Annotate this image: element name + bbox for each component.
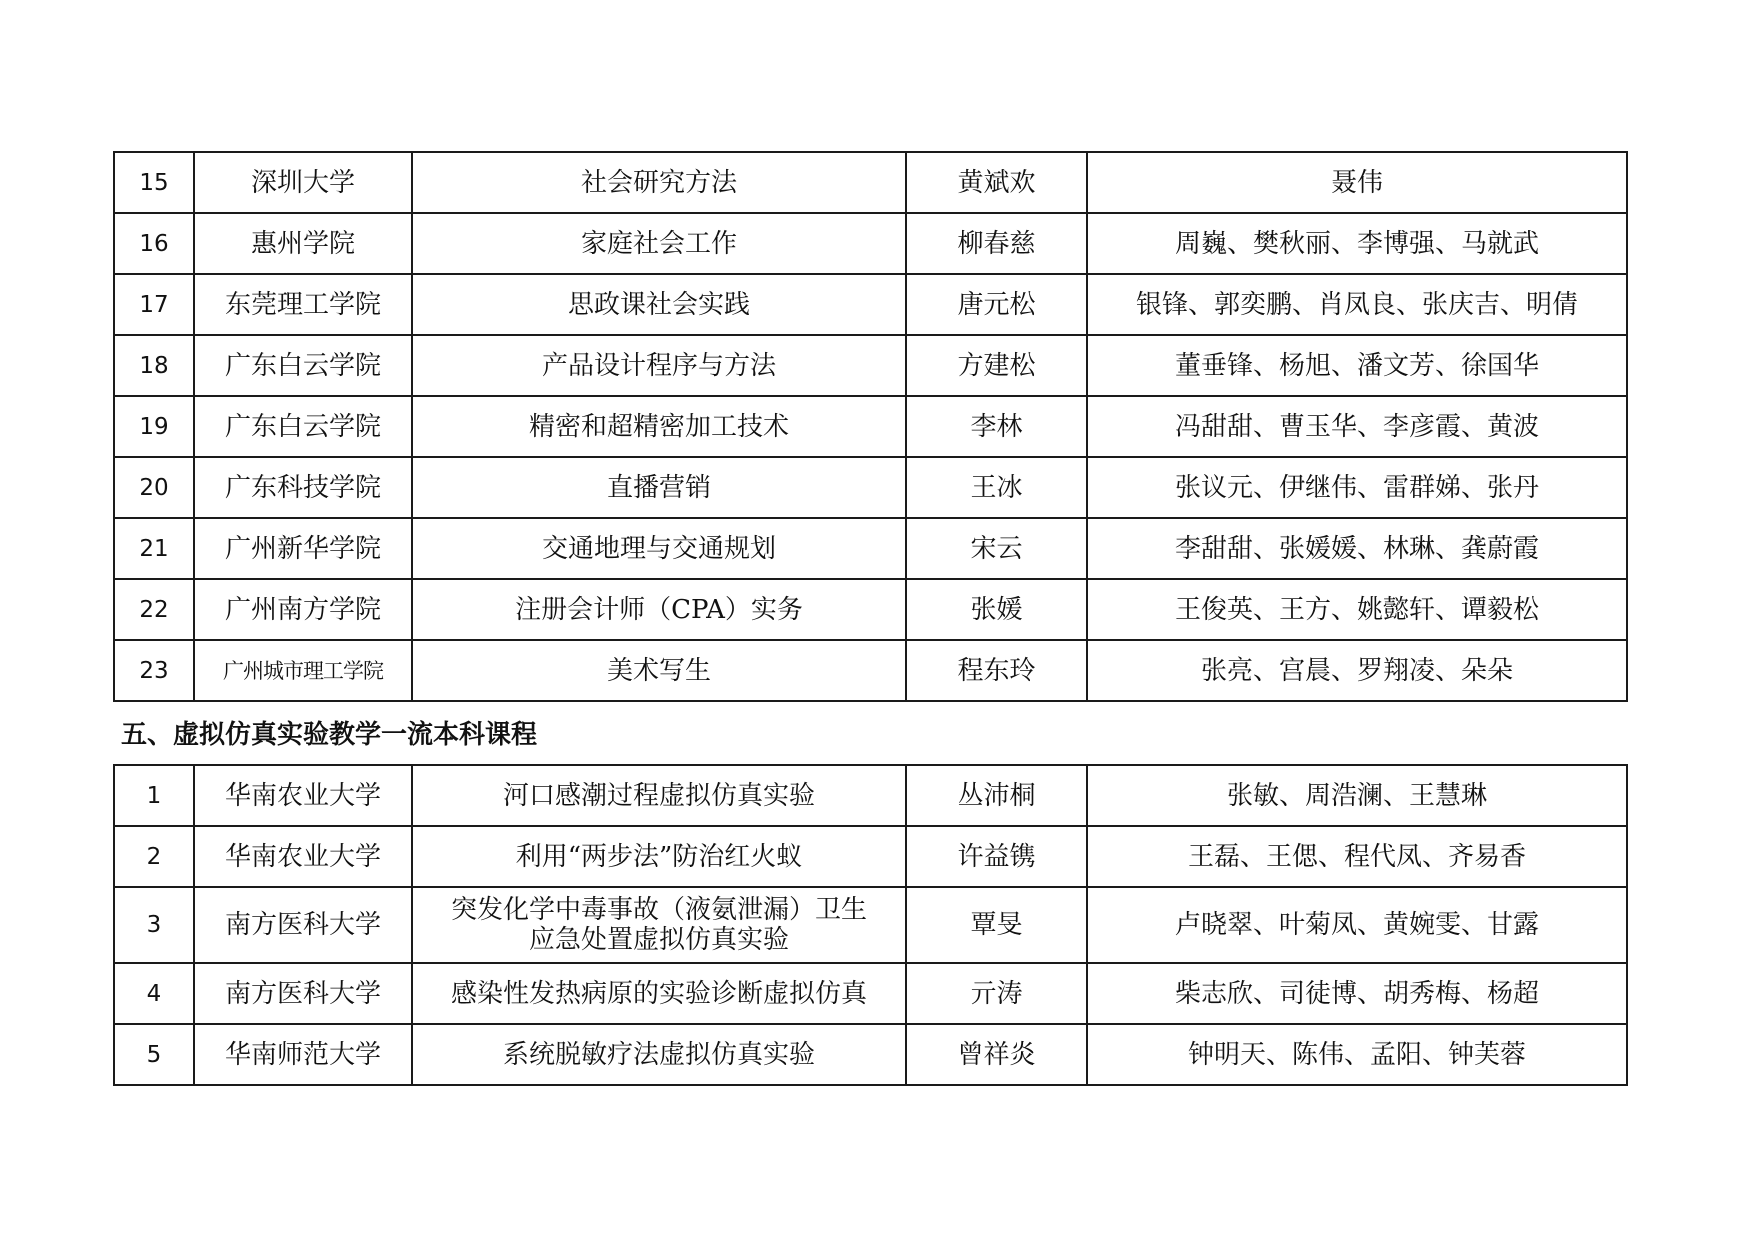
course-leader-cell: 丛沛桐 xyxy=(906,765,1087,826)
course-leader-cell: 方建松 xyxy=(906,335,1087,396)
course-name-cell: 利用“两步法”防治红火蚁 xyxy=(412,826,906,887)
course-leader-cell: 王冰 xyxy=(906,457,1087,518)
team-members-cell: 张敏、周浩澜、王慧琳 xyxy=(1087,765,1627,826)
course-name-cell: 社会研究方法 xyxy=(412,152,906,213)
school-cell: 华南农业大学 xyxy=(194,826,412,887)
course-leader-cell: 覃旻 xyxy=(906,887,1087,963)
virtual-simulation-table-body xyxy=(114,765,1627,1085)
team-members-cell: 张议元、伊继伟、雷群娣、张丹 xyxy=(1087,457,1627,518)
course-name-cell: 家庭社会工作 xyxy=(412,213,906,274)
course-leader-cell: 黄斌欢 xyxy=(906,152,1087,213)
row-number-cell: 4 xyxy=(114,963,194,1024)
table-row xyxy=(114,213,1627,274)
school-cell: 华南师范大学 xyxy=(194,1024,412,1085)
school-cell: 广东白云学院 xyxy=(194,396,412,457)
course-name-cell: 思政课社会实践 xyxy=(412,274,906,335)
team-members-cell: 周巍、樊秋丽、李博强、马就武 xyxy=(1087,213,1627,274)
course-name-cell: 感染性发热病原的实验诊断虚拟仿真 xyxy=(412,963,906,1024)
table-row xyxy=(114,396,1627,457)
course-table-body xyxy=(114,152,1627,701)
table-row xyxy=(114,335,1627,396)
row-number-cell: 23 xyxy=(114,640,194,701)
table-row xyxy=(114,518,1627,579)
table-row xyxy=(114,765,1627,826)
course-name-cell: 美术写生 xyxy=(412,640,906,701)
table-row xyxy=(114,152,1627,213)
section-heading: 五、虚拟仿真实验教学一流本科课程 xyxy=(121,720,538,750)
team-members-cell: 聂伟 xyxy=(1087,152,1627,213)
school-cell: 深圳大学 xyxy=(194,152,412,213)
virtual-simulation-course-table xyxy=(113,764,1628,1086)
team-members-cell: 冯甜甜、曹玉华、李彦霞、黄波 xyxy=(1087,396,1627,457)
course-name-cell: 注册会计师（CPA）实务 xyxy=(412,579,906,640)
table-row xyxy=(114,640,1627,701)
row-number-cell: 20 xyxy=(114,457,194,518)
row-number-cell: 18 xyxy=(114,335,194,396)
row-number-cell: 16 xyxy=(114,213,194,274)
row-number-cell: 17 xyxy=(114,274,194,335)
school-cell: 广东白云学院 xyxy=(194,335,412,396)
course-leader-cell: 宋云 xyxy=(906,518,1087,579)
row-number-cell: 19 xyxy=(114,396,194,457)
course-leader-cell: 亓涛 xyxy=(906,963,1087,1024)
team-members-cell: 张亮、宫晨、罗翔凌、朵朵 xyxy=(1087,640,1627,701)
school-cell: 惠州学院 xyxy=(194,213,412,274)
school-cell: 东莞理工学院 xyxy=(194,274,412,335)
team-members-cell: 王磊、王偲、程代凤、齐易香 xyxy=(1087,826,1627,887)
row-number-cell: 22 xyxy=(114,579,194,640)
school-cell: 广东科技学院 xyxy=(194,457,412,518)
row-number-cell: 2 xyxy=(114,826,194,887)
course-leader-cell: 李林 xyxy=(906,396,1087,457)
school-cell: 广州城市理工学院 xyxy=(194,640,412,701)
table-row xyxy=(114,887,1627,963)
row-number-cell: 3 xyxy=(114,887,194,963)
team-members-cell: 柴志欣、司徒博、胡秀梅、杨超 xyxy=(1087,963,1627,1024)
course-name-cell: 交通地理与交通规划 xyxy=(412,518,906,579)
course-name-cell: 精密和超精密加工技术 xyxy=(412,396,906,457)
school-cell: 广州新华学院 xyxy=(194,518,412,579)
course-name-cell: 系统脱敏疗法虚拟仿真实验 xyxy=(412,1024,906,1085)
course-leader-cell: 程东玲 xyxy=(906,640,1087,701)
table-row xyxy=(114,963,1627,1024)
row-number-cell: 21 xyxy=(114,518,194,579)
school-cell: 南方医科大学 xyxy=(194,887,412,963)
course-name-cell: 河口感潮过程虚拟仿真实验 xyxy=(412,765,906,826)
team-members-cell: 银锋、郭奕鹏、肖凤良、张庆吉、明倩 xyxy=(1087,274,1627,335)
course-name-cell xyxy=(412,887,906,963)
course-leader-cell: 许益镌 xyxy=(906,826,1087,887)
table-row xyxy=(114,579,1627,640)
course-name-cell: 产品设计程序与方法 xyxy=(412,335,906,396)
table-row xyxy=(114,1024,1627,1085)
course-table-continued xyxy=(113,151,1628,702)
school-cell: 华南农业大学 xyxy=(194,765,412,826)
table-row xyxy=(114,826,1627,887)
team-members-cell: 卢晓翠、叶菊凤、黄婉雯、甘露 xyxy=(1087,887,1627,963)
team-members-cell: 王俊英、王方、姚懿轩、谭毅松 xyxy=(1087,579,1627,640)
row-number-cell: 1 xyxy=(114,765,194,826)
table-row xyxy=(114,274,1627,335)
team-members-cell: 钟明天、陈伟、孟阳、钟芙蓉 xyxy=(1087,1024,1627,1085)
row-number-cell: 5 xyxy=(114,1024,194,1085)
course-leader-cell: 张媛 xyxy=(906,579,1087,640)
row-number-cell: 15 xyxy=(114,152,194,213)
course-name-cell: 直播营销 xyxy=(412,457,906,518)
table-row xyxy=(114,457,1627,518)
course-leader-cell: 唐元松 xyxy=(906,274,1087,335)
course-name-line: 突发化学中毒事故（液氨泄漏）卫生 xyxy=(450,895,867,925)
course-name-line: 应急处置虚拟仿真实验 xyxy=(528,925,789,955)
school-cell: 南方医科大学 xyxy=(194,963,412,1024)
team-members-cell: 董垂锋、杨旭、潘文芳、徐国华 xyxy=(1087,335,1627,396)
course-leader-cell: 曾祥炎 xyxy=(906,1024,1087,1085)
course-leader-cell: 柳春慈 xyxy=(906,213,1087,274)
team-members-cell: 李甜甜、张媛媛、林琳、龚蔚霞 xyxy=(1087,518,1627,579)
school-cell: 广州南方学院 xyxy=(194,579,412,640)
